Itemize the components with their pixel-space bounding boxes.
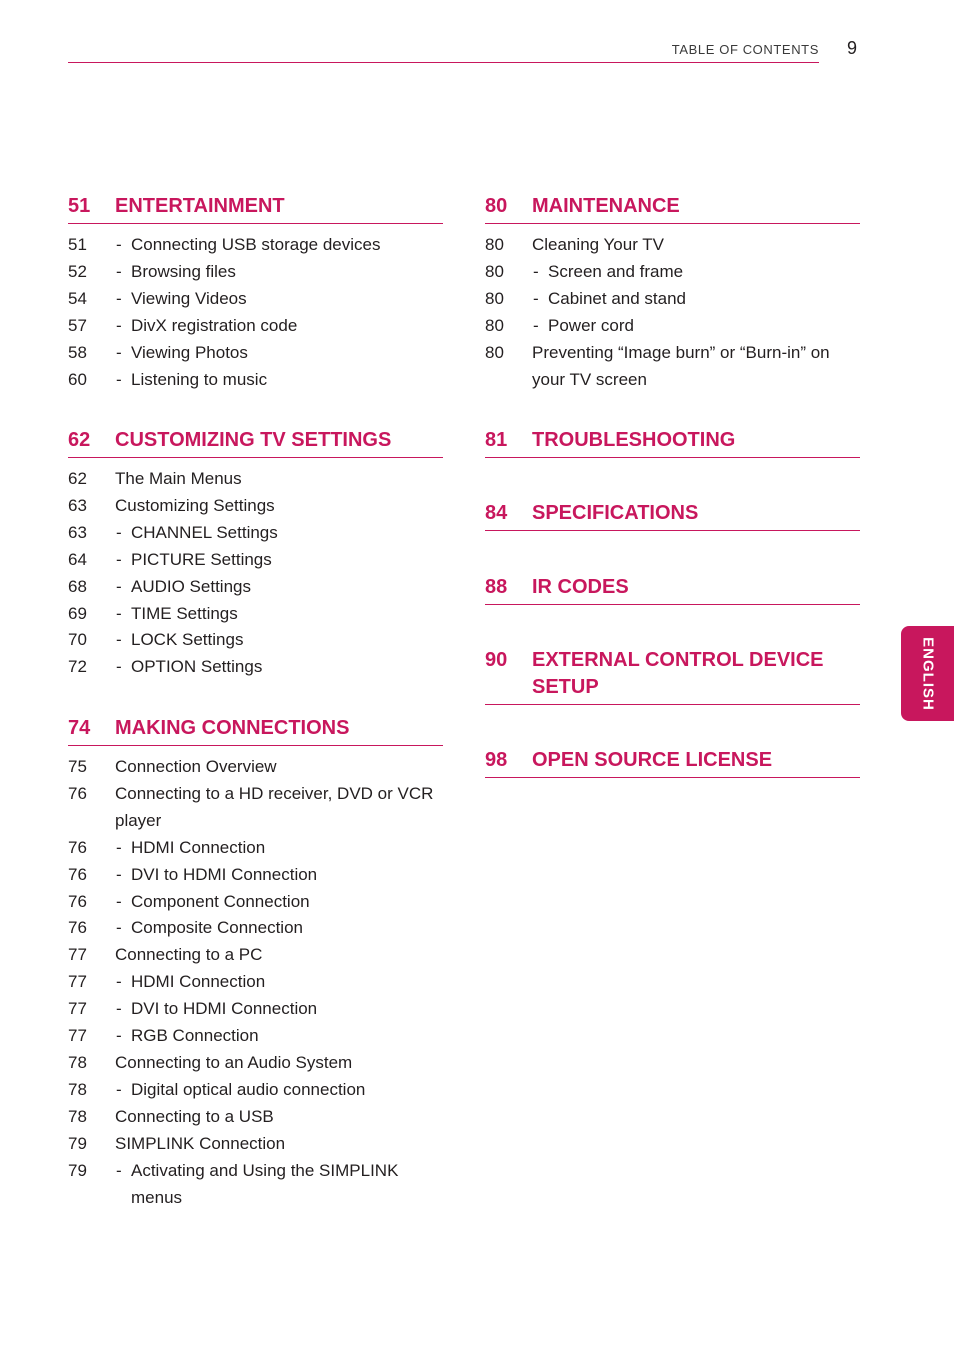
entry-text: Power cord — [548, 315, 634, 335]
entry-page-number: 77 — [68, 945, 87, 965]
entry-list — [68, 232, 443, 393]
toc-entry[interactable] — [68, 781, 443, 835]
section-heading[interactable] — [68, 427, 443, 458]
toc-entry[interactable] — [485, 340, 860, 394]
entry-text: Connecting to an Audio System — [115, 1052, 353, 1072]
language-tab — [901, 626, 954, 721]
section-heading[interactable] — [485, 747, 860, 778]
entry-text: Browsing files — [131, 261, 236, 281]
toc-section — [68, 427, 443, 681]
toc-entry[interactable] — [68, 627, 443, 654]
toc-entry[interactable] — [68, 654, 443, 681]
entry-dash: - — [116, 1026, 122, 1046]
entry-text: OPTION Settings — [131, 657, 263, 677]
entry-text: RGB Connection — [131, 1026, 259, 1046]
entry-dash: - — [533, 288, 539, 308]
entry-text: DVI to HDMI Connection — [131, 864, 318, 884]
entry-text: Preventing “Image burn” or “Burn-in” on your TV screen — [532, 342, 830, 389]
entry-text: DVI to HDMI Connection — [131, 999, 318, 1019]
toc-entry[interactable] — [485, 286, 860, 313]
entry-page-number: 52 — [68, 261, 87, 281]
section-title: ENTERTAINMENT — [115, 195, 285, 217]
section-page-number: 98 — [485, 749, 508, 771]
section-title: IR CODES — [532, 576, 629, 598]
entry-page-number: 76 — [68, 891, 87, 911]
entry-text: The Main Menus — [115, 469, 242, 488]
toc-section — [68, 715, 443, 1211]
entry-dash: - — [116, 864, 122, 884]
section-page-number: 74 — [68, 717, 91, 739]
entry-text: Screen and frame — [548, 261, 684, 281]
entry-page-number: 76 — [68, 918, 87, 938]
toc-entry[interactable] — [68, 601, 443, 628]
section-page-number: 62 — [68, 429, 91, 451]
entry-text: Connecting to a USB — [115, 1106, 274, 1126]
entry-text: TIME Settings — [131, 603, 238, 623]
entry-text: Component Connection — [131, 891, 310, 911]
entry-dash: - — [116, 999, 122, 1019]
toc-entry[interactable] — [68, 466, 443, 493]
entry-list — [485, 232, 860, 393]
section-title: TROUBLESHOOTING — [532, 429, 736, 451]
toc-section — [485, 747, 860, 778]
entry-text: Cabinet and stand — [548, 288, 686, 308]
entry-page-number: 68 — [68, 576, 87, 596]
toc-entry[interactable] — [485, 313, 860, 340]
toc-entry[interactable] — [485, 232, 860, 259]
entry-text: SIMPLINK Connection — [115, 1133, 286, 1153]
entry-page-number: 80 — [485, 261, 504, 281]
entry-page-number: 76 — [68, 864, 87, 884]
entry-page-number: 70 — [68, 630, 87, 650]
toc-section — [485, 647, 860, 705]
toc-entry[interactable] — [485, 259, 860, 286]
entry-dash: - — [116, 576, 122, 596]
toc-section — [485, 500, 860, 531]
entry-page-number: 64 — [68, 549, 87, 569]
section-heading[interactable] — [485, 193, 860, 224]
section-title: MAKING CONNECTIONS — [115, 717, 350, 739]
toc-entry[interactable] — [68, 1050, 443, 1077]
section-title: MAINTENANCE — [532, 195, 680, 217]
entry-list — [68, 754, 443, 1211]
toc-entry[interactable] — [68, 313, 443, 340]
entry-dash: - — [116, 288, 122, 308]
entry-page-number: 69 — [68, 603, 87, 623]
entry-page-number: 79 — [68, 1160, 87, 1180]
toc-entry[interactable] — [68, 754, 443, 781]
entry-page-number: 78 — [68, 1106, 87, 1126]
toc-entry[interactable] — [68, 520, 443, 547]
entry-dash: - — [116, 918, 122, 938]
entry-text: Connecting USB storage devices — [131, 235, 381, 254]
entry-text: Connection Overview — [115, 757, 277, 776]
toc-entry[interactable] — [68, 340, 443, 367]
toc-entry[interactable] — [68, 1077, 443, 1104]
section-heading[interactable] — [485, 427, 860, 458]
section-title: OPEN SOURCE LICENSE — [532, 749, 773, 771]
toc-section — [485, 574, 860, 605]
section-heading[interactable] — [68, 193, 443, 224]
entry-page-number: 62 — [68, 469, 87, 488]
entry-dash: - — [116, 603, 122, 623]
toc-entry[interactable] — [68, 1131, 443, 1158]
toc-entry[interactable] — [68, 367, 443, 394]
entry-page-number: 57 — [68, 315, 87, 335]
entry-page-number: 54 — [68, 288, 87, 308]
entry-text: CHANNEL Settings — [131, 522, 278, 542]
section-heading[interactable] — [68, 715, 443, 746]
entry-page-number: 63 — [68, 495, 87, 515]
toc-entry[interactable] — [68, 969, 443, 996]
toc-entry[interactable] — [68, 1104, 443, 1131]
entry-text: Cleaning Your TV — [532, 235, 665, 254]
toc-entry[interactable] — [68, 1158, 443, 1212]
toc-section — [68, 193, 443, 393]
entry-text: Listening to music — [131, 369, 268, 389]
entry-text: Activating and Using the SIMPLINK menus — [131, 1160, 399, 1207]
toc-entry[interactable] — [68, 286, 443, 313]
section-title: CUSTOMIZING TV SETTINGS — [115, 429, 392, 451]
toc-entry[interactable] — [68, 996, 443, 1023]
entry-text: DivX registration code — [131, 315, 298, 335]
toc-section — [485, 427, 860, 458]
entry-text: Customizing Settings — [115, 495, 275, 515]
entry-text: Digital optical audio connection — [131, 1079, 366, 1099]
toc-entry[interactable] — [68, 889, 443, 916]
entry-dash: - — [116, 522, 122, 542]
header-label: TABLE OF CONTENTS — [671, 42, 819, 57]
entry-page-number: 78 — [68, 1079, 87, 1099]
entry-page-number: 77 — [68, 1026, 87, 1046]
entry-dash: - — [116, 235, 122, 254]
entry-page-number: 72 — [68, 657, 87, 677]
entry-text: LOCK Settings — [131, 630, 244, 650]
entry-dash: - — [116, 891, 122, 911]
toc-section — [485, 193, 860, 393]
entry-dash: - — [116, 657, 122, 677]
entry-page-number: 51 — [68, 235, 87, 254]
entry-dash: - — [533, 261, 539, 281]
toc-entry[interactable] — [68, 835, 443, 862]
entry-dash: - — [116, 630, 122, 650]
toc-entry[interactable] — [68, 493, 443, 520]
toc-entry[interactable] — [68, 547, 443, 574]
toc-entry[interactable] — [68, 915, 443, 942]
entry-text: HDMI Connection — [131, 837, 266, 857]
entry-page-number: 80 — [485, 342, 504, 362]
entry-dash: - — [116, 342, 122, 362]
entry-page-number: 77 — [68, 972, 87, 992]
toc-entry[interactable] — [68, 862, 443, 889]
entry-text: Viewing Videos — [131, 288, 247, 308]
page-header — [68, 38, 819, 63]
entry-page-number: 80 — [485, 315, 504, 335]
section-page-number: 90 — [485, 649, 508, 671]
section-page-number: 88 — [485, 576, 508, 598]
toc-entry[interactable] — [68, 259, 443, 286]
entry-page-number: 60 — [68, 369, 87, 389]
entry-page-number: 80 — [485, 288, 504, 308]
language-tab-label: ENGLISH — [919, 636, 936, 711]
section-heading[interactable] — [485, 574, 860, 605]
section-page-number: 51 — [68, 195, 91, 217]
toc-entry[interactable] — [68, 574, 443, 601]
entry-page-number: 79 — [68, 1133, 87, 1153]
entry-dash: - — [533, 315, 539, 335]
entry-page-number: 75 — [68, 757, 87, 776]
toc-entry[interactable] — [68, 232, 443, 259]
entry-text: Composite Connection — [131, 918, 303, 938]
section-title: EXTERNAL CONTROL DEVICE SETUP — [532, 649, 824, 698]
entry-dash: - — [116, 1079, 122, 1099]
section-page-number: 80 — [485, 195, 508, 217]
entry-page-number: 76 — [68, 837, 87, 857]
section-title: SPECIFICATIONS — [532, 502, 699, 524]
entry-text: Viewing Photos — [131, 342, 248, 362]
section-page-number: 81 — [485, 429, 508, 451]
entry-dash: - — [116, 549, 122, 569]
toc-entry[interactable] — [68, 1023, 443, 1050]
entry-text: Connecting to a PC — [115, 945, 263, 965]
entry-list — [68, 466, 443, 681]
entry-page-number: 80 — [485, 235, 504, 254]
entry-dash: - — [116, 261, 122, 281]
page-number: 9 — [847, 38, 858, 58]
entry-dash: - — [116, 1160, 122, 1180]
entry-page-number: 63 — [68, 522, 87, 542]
entry-text: HDMI Connection — [131, 972, 266, 992]
section-page-number: 84 — [485, 502, 508, 524]
entry-text: Connecting to a HD receiver, DVD or VCR player — [115, 783, 434, 830]
entry-page-number: 76 — [68, 783, 87, 803]
entry-dash: - — [116, 972, 122, 992]
entry-dash: - — [116, 837, 122, 857]
entry-dash: - — [116, 369, 122, 389]
entry-page-number: 77 — [68, 999, 87, 1019]
toc-entry[interactable] — [68, 942, 443, 969]
section-heading[interactable] — [485, 647, 860, 705]
entry-dash: - — [116, 315, 122, 335]
entry-text: AUDIO Settings — [131, 576, 251, 596]
entry-page-number: 78 — [68, 1052, 87, 1072]
entry-page-number: 58 — [68, 342, 87, 362]
section-heading[interactable] — [485, 500, 860, 531]
entry-text: PICTURE Settings — [131, 549, 272, 569]
